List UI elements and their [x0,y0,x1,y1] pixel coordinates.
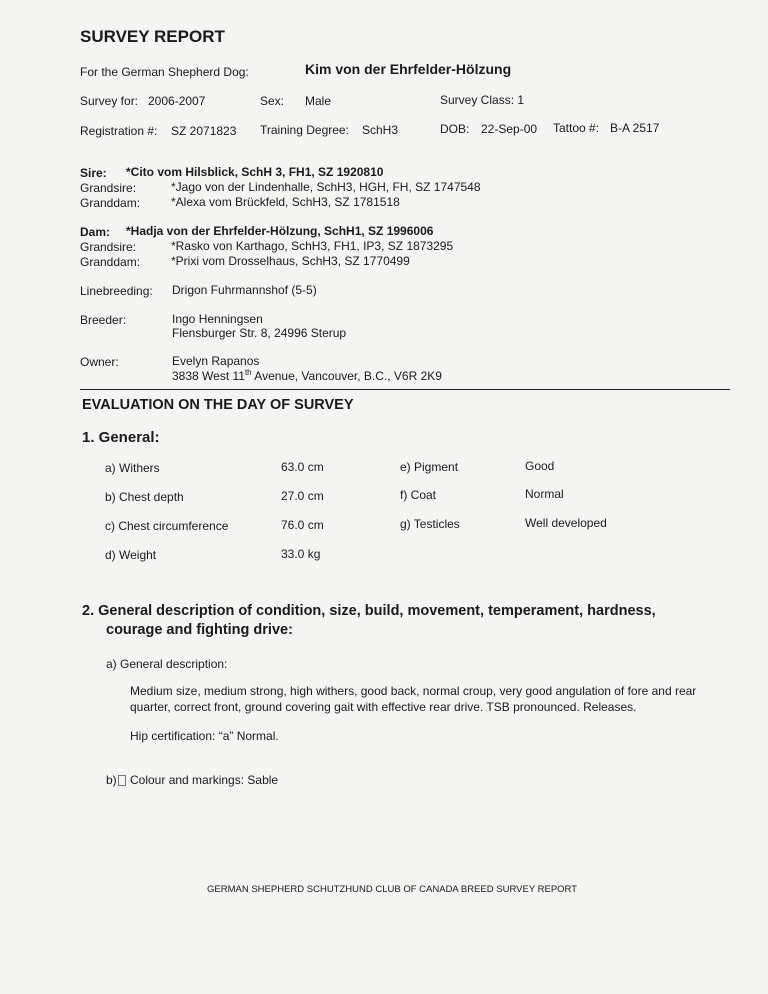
owner-label: Owner: [80,355,119,369]
sex-label: Sex: [260,94,285,108]
measurement-label: d) Weight [105,548,157,562]
survey-class: Survey Class: 1 [440,93,525,107]
general-heading: 1. General: [82,429,160,446]
registration-value: SZ 2071823 [171,124,237,138]
dog-name: Kim von der Ehrfelder-Hölzung [305,61,512,77]
measurement-value: 76.0 cm [281,518,324,532]
registration-label: Registration #: [80,124,158,138]
dam-label: Dam: [80,225,111,239]
dam-granddam-label: Granddam: [80,255,141,269]
general-description-text: Medium size, medium strong, high withers, good back, normal croup, very good angulation of fore and rear quarter, correct front, ground covering gait with effective rear drive. TSB pronounced. Releases. [130,684,697,714]
description-heading-line2: courage and fighting drive: [106,622,293,638]
dam-granddam-value: *Prixi vom Drosselhaus, SchH3, SZ 1770499 [171,254,410,268]
page-title: SURVEY REPORT [80,27,225,46]
linebreeding-value: Drigon Fuhrmannshof (5-5) [172,283,317,297]
trait-label: e) Pigment [400,460,459,474]
sire-granddam-label: Granddam: [80,196,141,210]
tattoo-value: B-A 2517 [610,121,660,135]
for-dog-label: For the German Shepherd Dog: [80,65,249,79]
hip-certification: Hip certification: “a” Normal. [130,729,279,743]
evaluation-heading: EVALUATION ON THE DAY OF SURVEY [82,397,354,413]
general-description-label: a) General description: [106,657,228,671]
breeder-name: Ingo Henningsen [172,312,263,326]
owner-address: 3838 West 11th Avenue, Vancouver, B.C., V6R 2K9 [172,368,442,383]
owner-name: Evelyn Rapanos [172,354,260,368]
sire-value: *Cito vom Hilsblick, SchH 3, FH1, SZ 1920810 [126,165,384,179]
sire-label: Sire: [80,166,107,180]
tattoo-label: Tattoo #: [553,121,600,135]
colour-markings: b) Colour and markings: Sable [106,773,279,787]
trait-label: g) Testicles [400,517,460,531]
measurement-value: 27.0 cm [281,489,324,503]
training-value: SchH3 [362,123,399,137]
survey-for-label: Survey for: [80,94,139,108]
training-label: Training Degree: [260,123,349,137]
trait-value: Good [525,459,555,473]
trait-label: f) Coat [400,488,437,502]
sex-value: Male [305,94,332,108]
breeder-label: Breeder: [80,313,127,327]
dob-label: DOB: [440,122,470,136]
trait-value: Well developed [525,516,607,530]
breeder-address: Flensburger Str. 8, 24996 Sterup [172,326,347,340]
measurement-value: 33.0 kg [281,547,321,561]
dam-grandsire-label: Grandsire: [80,240,137,254]
description-heading-line1: 2. General description of condition, size, build, movement, temperament, hardness, [82,603,656,619]
sire-grandsire-label: Grandsire: [80,181,137,195]
dam-value: *Hadja von der Ehrfelder-Hölzung, SchH1, SZ 1996006 [126,224,434,238]
measurement-label: c) Chest circumference [105,519,229,533]
sire-grandsire-value: *Jago von der Lindenhalle, SchH3, HGH, FH, SZ 1747548 [171,180,481,194]
measurement-label: b) Chest depth [105,490,184,504]
measurement-label: a) Withers [105,461,160,475]
measurement-value: 63.0 cm [281,460,324,474]
dam-grandsire-value: *Rasko von Karthago, SchH3, FH1, IP3, SZ 1873295 [171,239,454,253]
trait-value: Normal [525,487,564,501]
linebreeding-label: Linebreeding: [80,284,153,298]
survey-for-value: 2006-2007 [148,94,206,108]
footer-text: GERMAN SHEPHERD SCHUTZHUND CLUB OF CANADA BREED SURVEY REPORT [207,884,578,895]
checkbox-glyph [118,775,126,786]
sire-granddam-value: *Alexa vom Brückfeld, SchH3, SZ 1781518 [171,195,400,209]
dob-value: 22-Sep-00 [481,122,538,136]
section-divider [80,389,730,390]
